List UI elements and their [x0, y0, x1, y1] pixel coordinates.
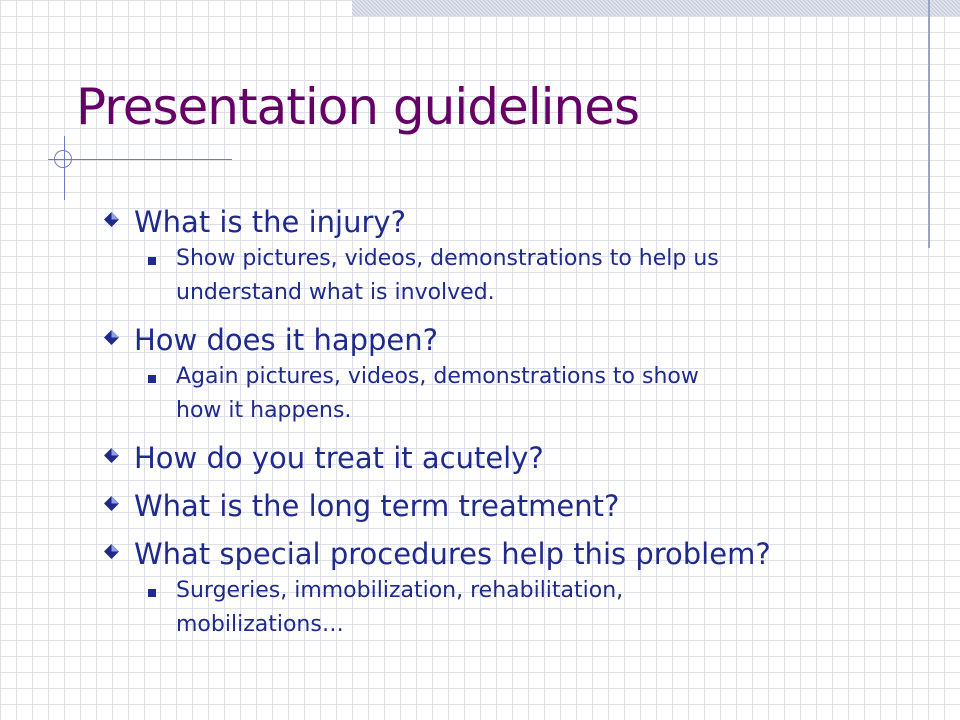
square-bullet-icon: [148, 257, 156, 265]
diamond-bullet-icon: [104, 448, 119, 463]
bullet-item: [100, 482, 930, 530]
sub-bullet-line: Again pictures, videos, demonstrations to show: [176, 364, 699, 389]
diamond-bullet-icon: [104, 544, 119, 559]
bullet-item: [100, 530, 930, 578]
sub-bullet-line: how it happens.: [176, 398, 352, 423]
sub-bullet-line: Show pictures, videos, demonstrations to help us: [176, 246, 719, 271]
square-bullet-icon: [148, 375, 156, 383]
bullet-item: [100, 198, 930, 246]
bullet-text: What is the long term treatment?: [134, 489, 620, 523]
title-underline: [48, 159, 232, 160]
bullet-text: What special procedures help this problem?: [134, 537, 771, 571]
crop-circle-icon: [54, 150, 72, 168]
diamond-bullet-icon: [104, 330, 119, 345]
sub-bullet-line: Surgeries, immobilization, rehabilitation,: [176, 578, 624, 603]
bullet-text: How does it happen?: [134, 323, 439, 357]
bullet-list: [100, 198, 930, 648]
slide-title: Presentation guidelines: [76, 78, 640, 136]
title-crop-mark: [64, 136, 65, 200]
sub-bullet-line: understand what is involved.: [176, 280, 495, 305]
sub-bullet-item: [100, 574, 930, 642]
diamond-bullet-icon: [104, 496, 119, 511]
sub-bullet-item: [100, 360, 930, 428]
sub-bullet-item: [100, 242, 930, 310]
bullet-item: [100, 434, 930, 482]
bullet-text: How do you treat it acutely?: [134, 441, 544, 475]
diamond-bullet-icon: [104, 212, 119, 227]
decorative-top-band: [352, 0, 960, 16]
bullet-text: What is the injury?: [134, 205, 406, 239]
sub-bullet-line: mobilizations…: [176, 612, 344, 637]
square-bullet-icon: [148, 589, 156, 597]
bullet-item: [100, 316, 930, 364]
